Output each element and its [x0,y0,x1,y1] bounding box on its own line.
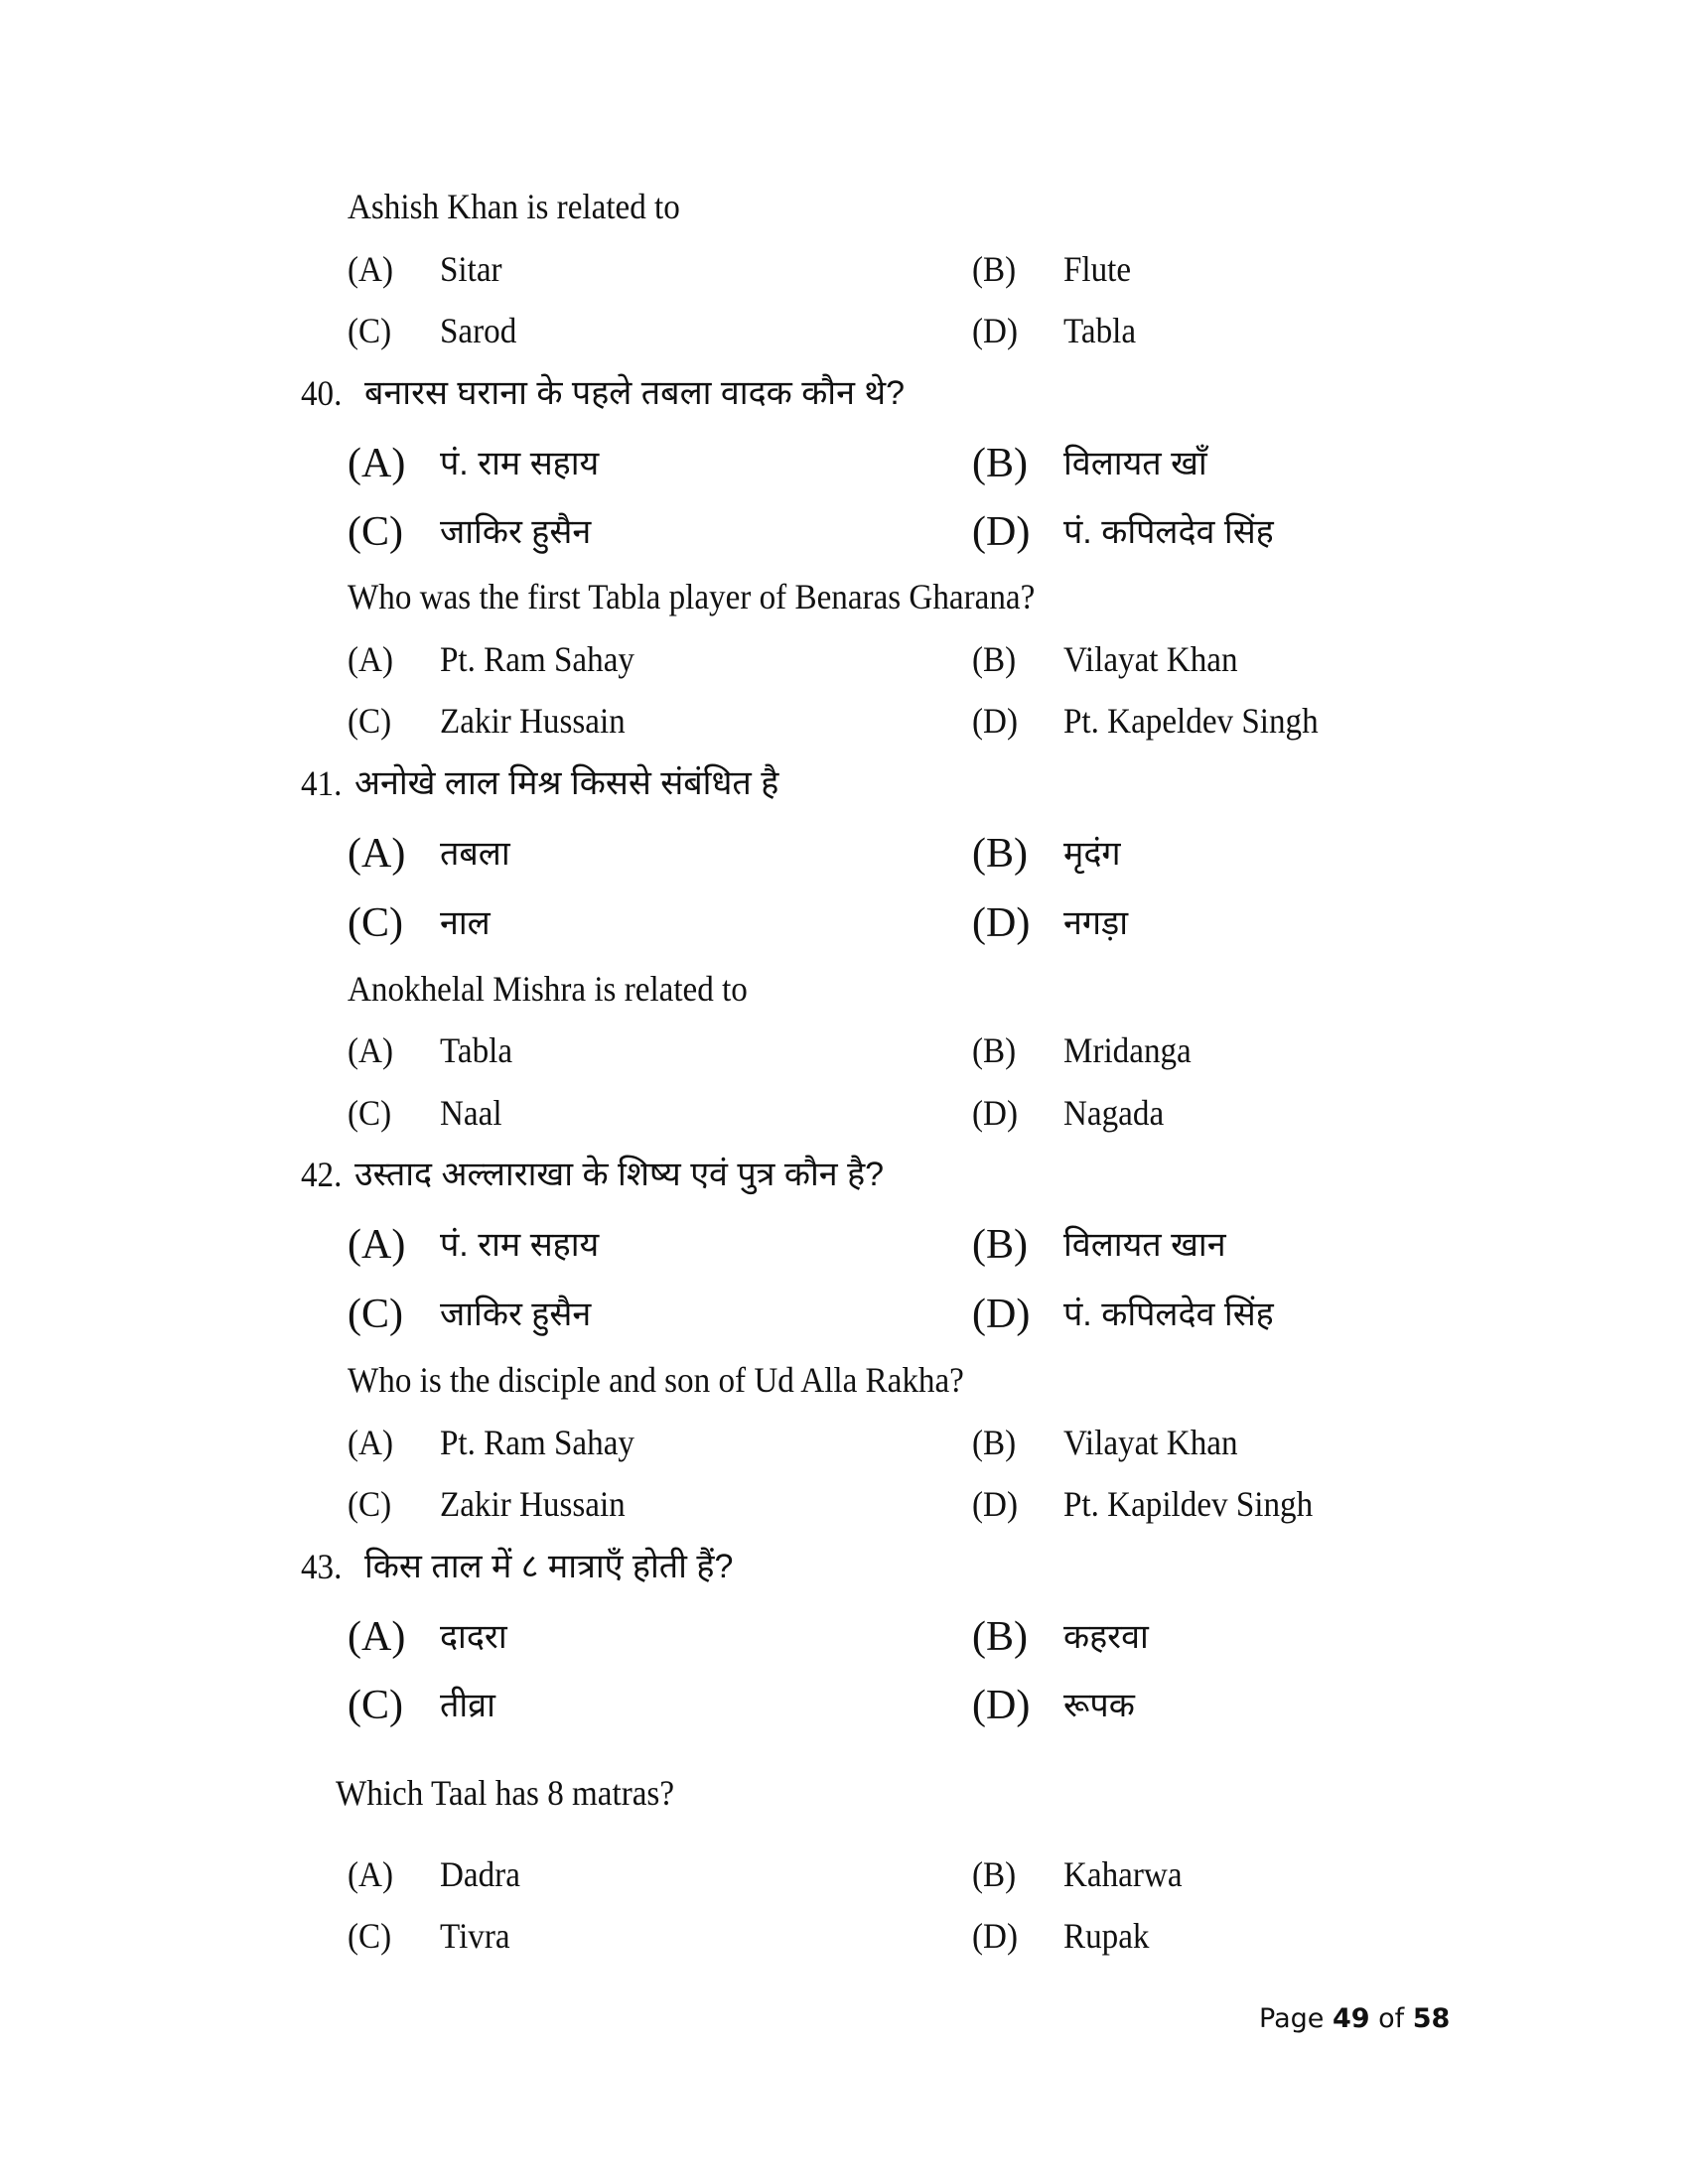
option-a-text: Pt. Ram Sahay [440,639,634,679]
option-a-label: (A) [348,1614,406,1660]
option-d-label: (D) [972,1484,1018,1524]
option-b-text-hindi: मृदंग [1063,835,1121,873]
option-b-label: (B) [972,1854,1017,1894]
option-c-label: (C) [348,311,392,350]
option-b-label: (B) [972,1614,1028,1660]
current-page: 49 [1332,2003,1370,2034]
option-b-text: Vilayat Khan [1063,1423,1238,1462]
option-d-label: (D) [972,1916,1018,1956]
option-d-text: Pt. Kapeldev Singh [1063,701,1319,741]
option-a-label: (A) [348,1222,406,1268]
option-a-text: Tabla [440,1030,513,1070]
option-c-label: (C) [348,701,392,741]
question-number: 41. [301,763,343,803]
option-d-text: Nagada [1063,1093,1165,1133]
option-c-text: Naal [440,1093,502,1133]
option-c-label: (C) [348,1916,392,1956]
question-text-hindi: उस्ताद अल्लाराखा के शिष्य एवं पुत्र कौन है? [354,1156,885,1193]
option-c-text: Tivra [440,1916,510,1956]
option-c-label: (C) [348,1683,403,1728]
page-label: Page [1259,2003,1325,2034]
of-label: of [1378,2003,1405,2034]
option-c-text: Sarod [440,311,517,350]
option-b-text-hindi: विलायत खाँ [1063,445,1207,482]
option-a-text: Sitar [440,249,502,289]
option-b-text-hindi: विलायत खान [1063,1226,1226,1264]
question-number: 43. [301,1547,343,1586]
option-d-text-hindi: नगड़ा [1063,904,1129,942]
option-b-text-hindi: कहरवा [1063,1618,1149,1656]
question-text-english: Who was the first Tabla player of Benaras Gharana? [348,577,1036,616]
option-d-label: (D) [972,509,1031,555]
option-d-text: Tabla [1063,311,1137,350]
option-d-text-hindi: पं. कपिलदेव सिंह [1063,513,1274,551]
option-c-text-hindi: जाकिर हुसैन [440,1296,592,1333]
option-a-label: (A) [348,1423,393,1462]
option-b-label: (B) [972,639,1017,679]
option-d-label: (D) [972,701,1018,741]
option-d-text-hindi: पं. कपिलदेव सिंह [1063,1296,1274,1333]
option-a-label: (A) [348,1854,393,1894]
question-text-hindi: बनारस घराना के पहले तबला वादक कौन थे? [364,374,906,412]
option-a-text: Dadra [440,1854,520,1894]
option-b-label: (B) [972,1423,1017,1462]
option-a-label: (A) [348,441,406,486]
question-text: Ashish Khan is related to [348,187,680,226]
question-text-hindi: किस ताल में ८ मात्राएँ होती हैं? [364,1548,734,1585]
option-b-label: (B) [972,441,1028,486]
option-c-text-hindi: जाकिर हुसैन [440,513,592,551]
option-a-text-hindi: पं. राम सहाय [440,1226,600,1264]
option-d-text: Pt. Kapildev Singh [1063,1484,1314,1524]
option-c-label: (C) [348,900,403,946]
option-a-text-hindi: तबला [440,835,510,873]
question-text-english: Which Taal has 8 matras? [336,1773,675,1813]
option-d-label: (D) [972,1683,1031,1728]
option-b-label: (B) [972,1030,1017,1070]
option-d-text-hindi: रूपक [1063,1687,1135,1724]
question-number: 40. [301,373,343,413]
option-d-text: Rupak [1063,1916,1150,1956]
option-c-text: Zakir Hussain [440,1484,626,1524]
total-pages: 58 [1412,2003,1451,2034]
option-d-label: (D) [972,1292,1031,1337]
option-a-label: (A) [348,249,393,289]
option-d-label: (D) [972,900,1031,946]
option-d-label: (D) [972,1093,1018,1133]
option-c-label: (C) [348,509,403,555]
question-text-hindi: अनोखे लाल मिश्र किससे संबंधित है [354,764,779,802]
option-c-label: (C) [348,1484,392,1524]
question-text-english: Anokhelal Mishra is related to [348,969,748,1009]
option-b-label: (B) [972,831,1028,877]
option-b-label: (B) [972,249,1017,289]
option-a-text-hindi: पं. राम सहाय [440,445,600,482]
option-a-text: Pt. Ram Sahay [440,1423,634,1462]
option-b-text: Flute [1063,249,1132,289]
option-b-label: (B) [972,1222,1028,1268]
option-a-label: (A) [348,831,406,877]
question-number: 42. [301,1155,343,1194]
option-c-text-hindi: नाल [440,904,491,942]
option-c-text-hindi: तीव्रा [440,1687,495,1724]
page-number-footer [1259,2003,1450,2034]
option-a-text-hindi: दादरा [440,1618,507,1656]
option-b-text: Kaharwa [1063,1854,1183,1894]
option-c-label: (C) [348,1292,403,1337]
question-text-english: Who is the disciple and son of Ud Alla Rakha? [348,1360,964,1400]
option-d-label: (D) [972,311,1018,350]
option-c-text: Zakir Hussain [440,701,626,741]
option-a-label: (A) [348,1030,393,1070]
option-b-text: Vilayat Khan [1063,639,1238,679]
option-b-text: Mridanga [1063,1030,1192,1070]
option-a-label: (A) [348,639,393,679]
option-c-label: (C) [348,1093,392,1133]
